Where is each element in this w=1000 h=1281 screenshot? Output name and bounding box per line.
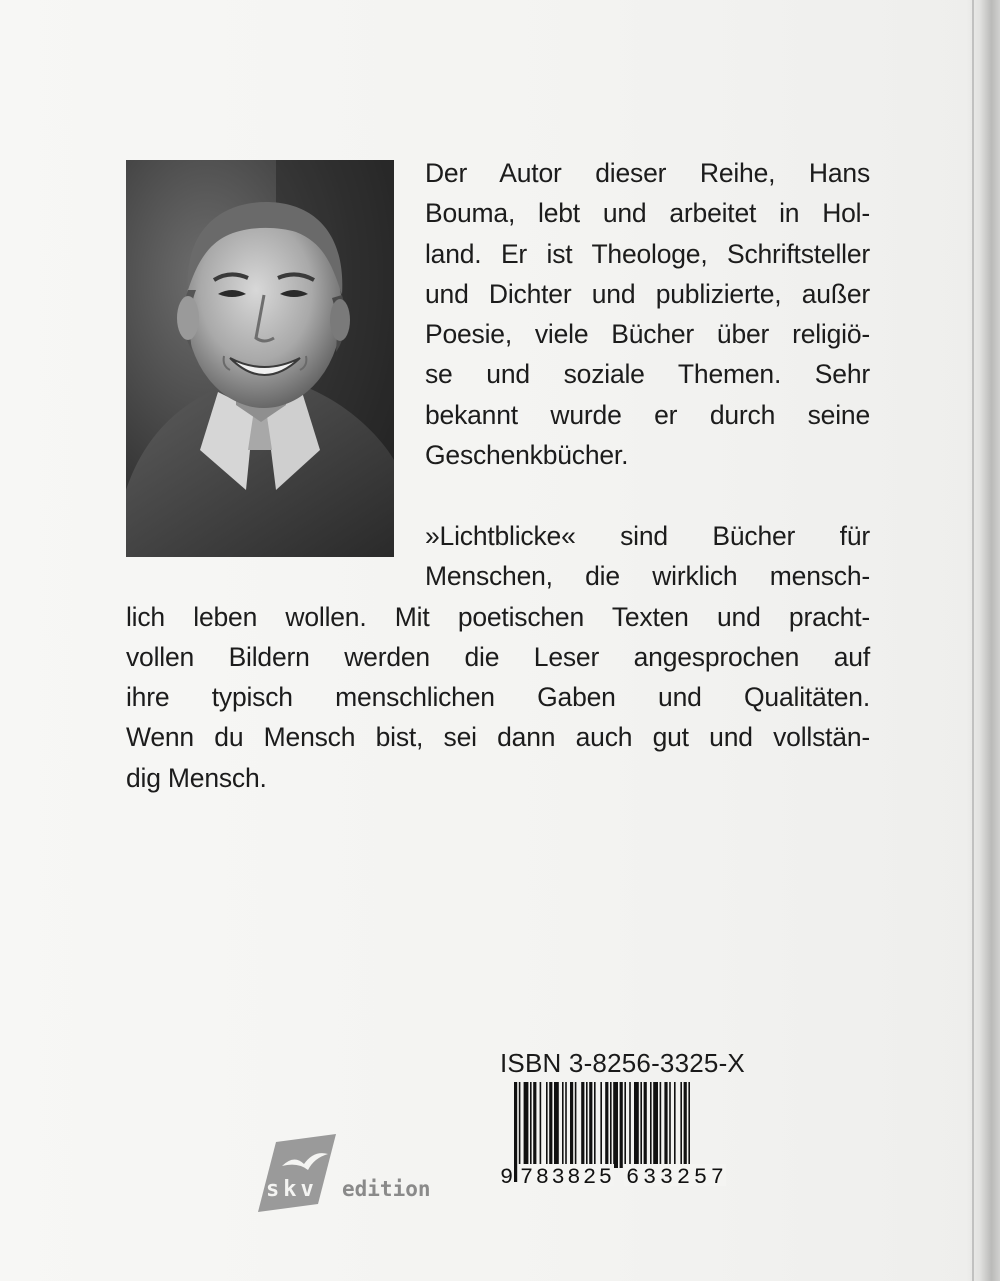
cover-edge xyxy=(972,0,974,1281)
barcode-bar xyxy=(650,1082,652,1168)
barcode-bar xyxy=(640,1082,642,1168)
barcode-bar xyxy=(644,1082,647,1168)
barcode-bar xyxy=(530,1082,532,1168)
author-photo xyxy=(126,160,394,557)
bio-line: Bouma, lebt und arbeitet in Hol- xyxy=(425,198,870,229)
blurb-line: »Lichtblicke« sind Bücher für xyxy=(425,521,870,551)
bio-line: bekannt wurde er durch seine xyxy=(425,399,870,430)
barcode-bar xyxy=(562,1082,564,1168)
barcode-bar xyxy=(554,1082,559,1168)
barcode-bar xyxy=(524,1082,529,1168)
barcode-first-digit: 9 xyxy=(500,1165,514,1186)
barcode-bar xyxy=(610,1082,612,1168)
blurb-line: lich leben wollen. Mit poetischen Texten und pracht- xyxy=(126,601,870,632)
bio-line: land. Er ist Theologe, Schriftsteller xyxy=(425,238,870,269)
barcode-bar xyxy=(624,1082,626,1168)
barcode-bar xyxy=(540,1082,542,1168)
barcode-bar xyxy=(634,1082,639,1168)
series-description xyxy=(126,516,870,798)
logo-word: edition xyxy=(342,1177,431,1201)
barcode-right-digits: 633257 xyxy=(626,1165,724,1186)
bio-line: und Dichter und publizierte, außer xyxy=(425,278,870,309)
bio-line: Geschenkbücher. xyxy=(425,440,629,471)
blurb-line: ihre typisch menschlichen Gaben und Qualitäten. xyxy=(126,682,870,713)
barcode-bar xyxy=(549,1082,552,1168)
barcode-bar xyxy=(514,1082,517,1182)
barcode-bar xyxy=(546,1082,548,1168)
author-bio xyxy=(425,153,870,475)
barcode-bar xyxy=(589,1082,592,1168)
blurb-line: dig Mensch. xyxy=(126,762,267,793)
barcode-bar xyxy=(664,1082,667,1168)
blurb-line: Menschen, die wirklich mensch- xyxy=(425,561,870,592)
barcode-bar xyxy=(575,1082,577,1168)
barcode-bar xyxy=(629,1082,631,1168)
blurb-line: Wenn du Mensch bist, sei dann auch gut und vollstän- xyxy=(126,722,870,753)
barcode-left-digits: 783825 xyxy=(520,1165,612,1186)
barcode-bar xyxy=(680,1082,682,1168)
barcode-bar xyxy=(613,1082,618,1168)
barcode-bar xyxy=(620,1082,623,1168)
barcode-bar xyxy=(581,1082,584,1168)
barcode-bar xyxy=(586,1082,588,1168)
barcode-bar xyxy=(660,1082,662,1168)
bio-line: Der Autor dieser Reihe, Hans xyxy=(425,158,870,188)
logo-letters: skv xyxy=(266,1177,318,1202)
bio-line: Poesie, viele Bücher über religiö- xyxy=(425,319,870,350)
isbn-label: ISBN 3-8256-3325-X xyxy=(500,1048,745,1078)
blurb-line: vollen Bildern werden die Leser angesprochen auf xyxy=(126,641,870,672)
publisher-logo xyxy=(254,1132,434,1222)
barcode-bar xyxy=(533,1082,536,1168)
barcode-bar xyxy=(669,1082,671,1168)
barcode-bar xyxy=(565,1082,567,1168)
barcode xyxy=(500,1082,754,1186)
barcode-bar xyxy=(594,1082,596,1168)
bio-line: se und soziale Themen. Sehr xyxy=(425,359,870,390)
barcode-bar xyxy=(653,1082,658,1168)
barcode-bar xyxy=(570,1082,573,1168)
barcode-bar xyxy=(674,1082,676,1168)
